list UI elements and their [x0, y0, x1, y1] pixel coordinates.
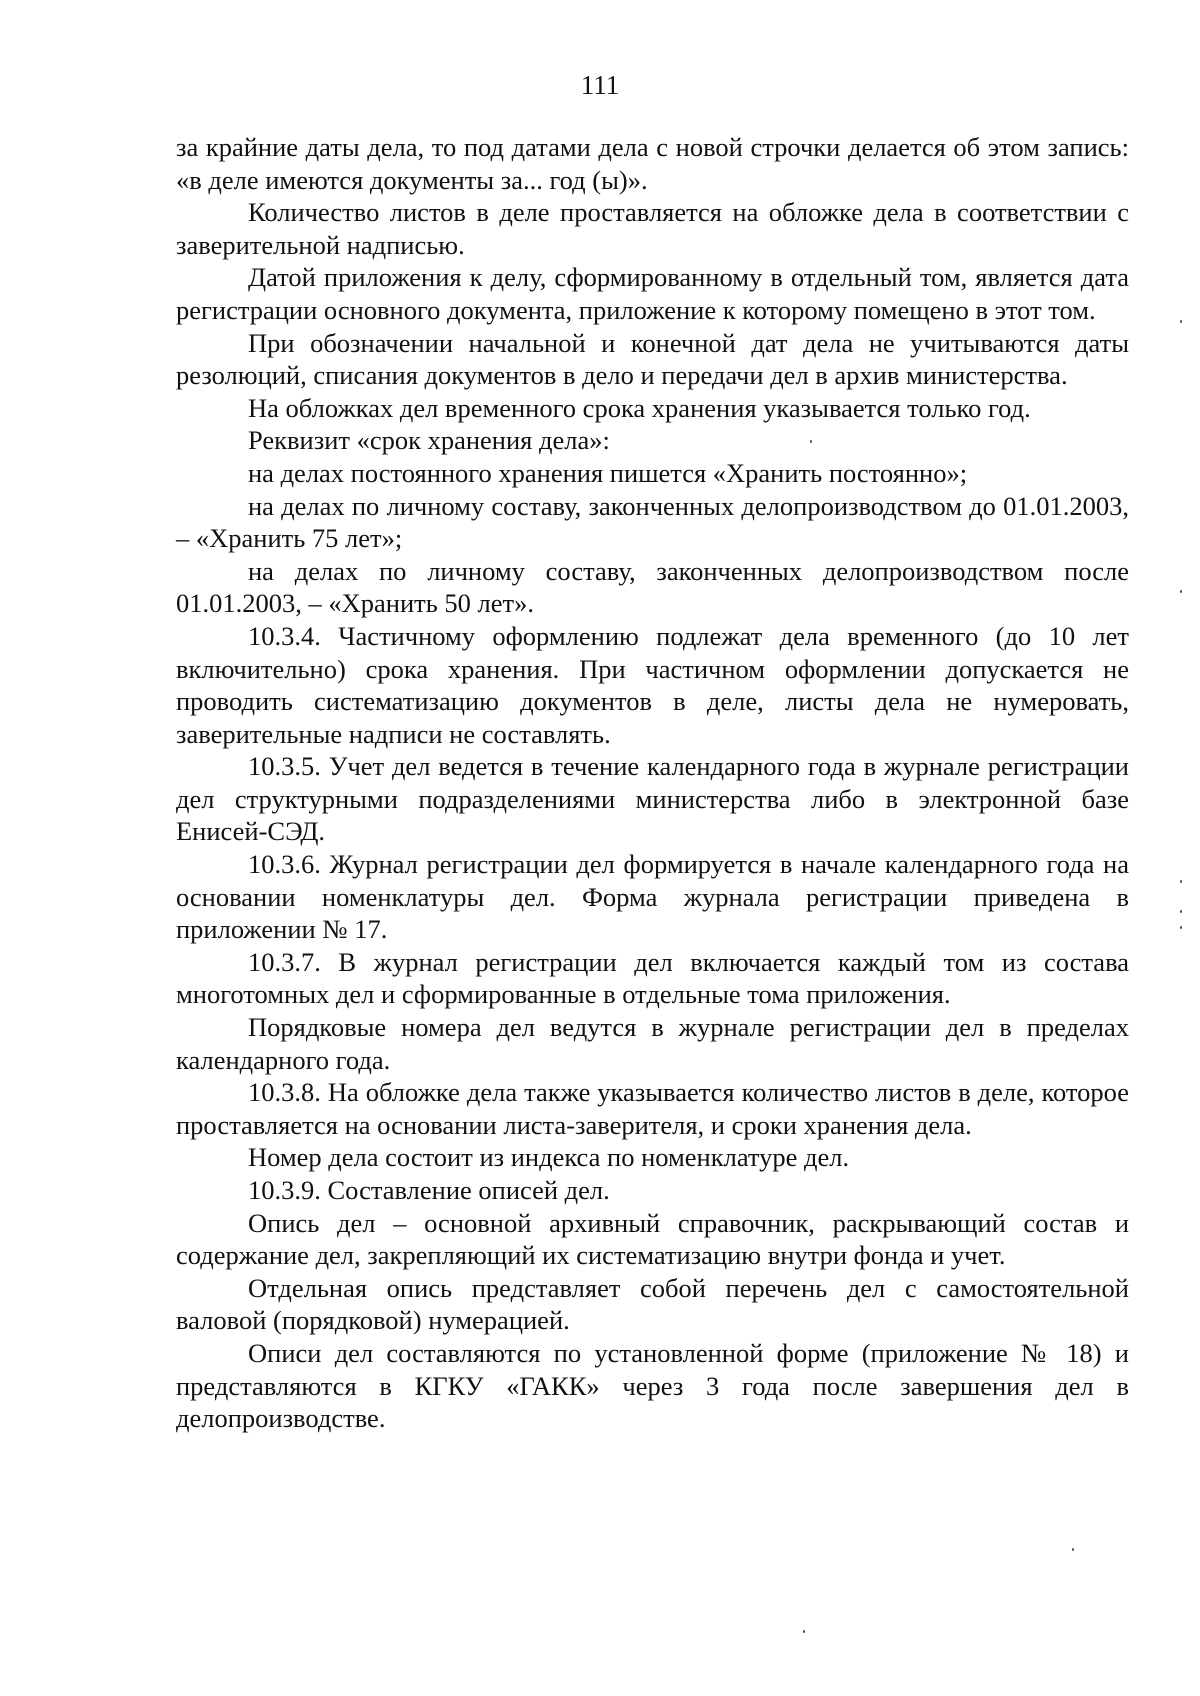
paragraph-attachment-date: Датой приложения к делу, сформированному в отдельный том, является дата регистрации основного документа, приложение к которому помещено в этот том.	[176, 262, 1129, 325]
scan-speck	[810, 440, 812, 443]
paragraph-inventory-submission: Описи дел составляются по установленной форме (приложение № 18) и представляются в КГКУ «ГАКК» через 3 года после завершения дел в делопроизводстве.	[176, 1337, 1129, 1434]
paragraph-case-number-index: Номер дела состоит из индекса по номенклатуре дел.	[248, 1142, 850, 1173]
paragraph-separate-inventory: Отдельная опись представляет собой перечень дел с самостоятельной валовой (порядковой) нумерацией.	[176, 1272, 1129, 1336]
paragraph-temporary-storage-covers: На обложках дел временного срока хранения указывается только год.	[248, 392, 1031, 423]
paragraph-storage-requisite: Реквизит «срок хранения дела»:	[248, 425, 610, 456]
paragraph-10-3-6: 10.3.6. Журнал регистрации дел формируется в начале календарного года на основании номенклатуры дел. Форма журнала регистрации приведена в приложении № 17.	[176, 849, 1129, 945]
scan-speck	[1180, 590, 1182, 593]
scan-speck	[1180, 910, 1182, 913]
paragraph-continuation: за крайние даты дела, то под датами дела с новой строчки делается об этом запись: «в деле имеются документы за... год (ы)».	[176, 132, 1129, 195]
paragraph-10-3-7: 10.3.7. В журнал регистрации дел включается каждый том из состава многотомных дел и сформированные в отдельные тома приложения.	[176, 946, 1129, 1010]
paragraph-10-3-4: 10.3.4. Частичному оформлению подлежат дела временного (до 10 лет включительно) срока хранения. При частичном оформлении допускается не проводить систематизацию документов в деле, листы дела не нумеровать, заверительные надписи не составлять.	[176, 620, 1129, 749]
paragraph-permanent-storage: на делах постоянного хранения пишется «Хранить постоянно»;	[248, 457, 968, 488]
paragraph-inventory-definition: Опись дел – основной архивный справочник, раскрывающий состав и содержание дел, закрепляющий их систематизацию внутри фонда и учет.	[176, 1207, 1129, 1271]
paragraph-case-numbers: Порядковые номера дел ведутся в журнале регистрации дел в пределах календарного года.	[176, 1012, 1129, 1075]
document-body	[176, 131, 1129, 1435]
scan-speck	[1180, 880, 1182, 883]
scan-speck	[1180, 926, 1182, 929]
scan-speck	[1180, 320, 1182, 323]
scan-speck	[1072, 1548, 1074, 1551]
paragraph-sheet-count: Количество листов в деле проставляется на обложке дела в соответствии с заверительной надписью.	[176, 197, 1129, 260]
paragraph-start-end-dates: При обозначении начальной и конечной дат дела не учитываются даты резолюций, списания документов в дело и передачи дел в архив министерства.	[176, 327, 1129, 391]
paragraph-10-3-9: 10.3.9. Составление описей дел.	[248, 1175, 610, 1205]
paragraph-10-3-8: 10.3.8. На обложке дела также указывается количество листов в деле, которое проставляется на основании листа-заверителя, и сроки хранения дела.	[176, 1077, 1129, 1140]
page-number: 111	[580, 70, 620, 100]
scan-speck	[803, 1630, 805, 1633]
paragraph-personnel-50-years: на делах по личному составу, законченных делопроизводством после 01.01.2003, – «Хранить 50 лет».	[176, 555, 1129, 619]
paragraph-personnel-75-years: на делах по личному составу, законченных делопроизводством до 01.01.2003, – «Хранить 75 лет»;	[176, 490, 1129, 554]
paragraph-10-3-5: 10.3.5. Учет дел ведется в течение календарного года в журнале регистрации дел структурными подразделениями министерства либо в электронной базе Енисей-СЭД.	[176, 751, 1129, 847]
